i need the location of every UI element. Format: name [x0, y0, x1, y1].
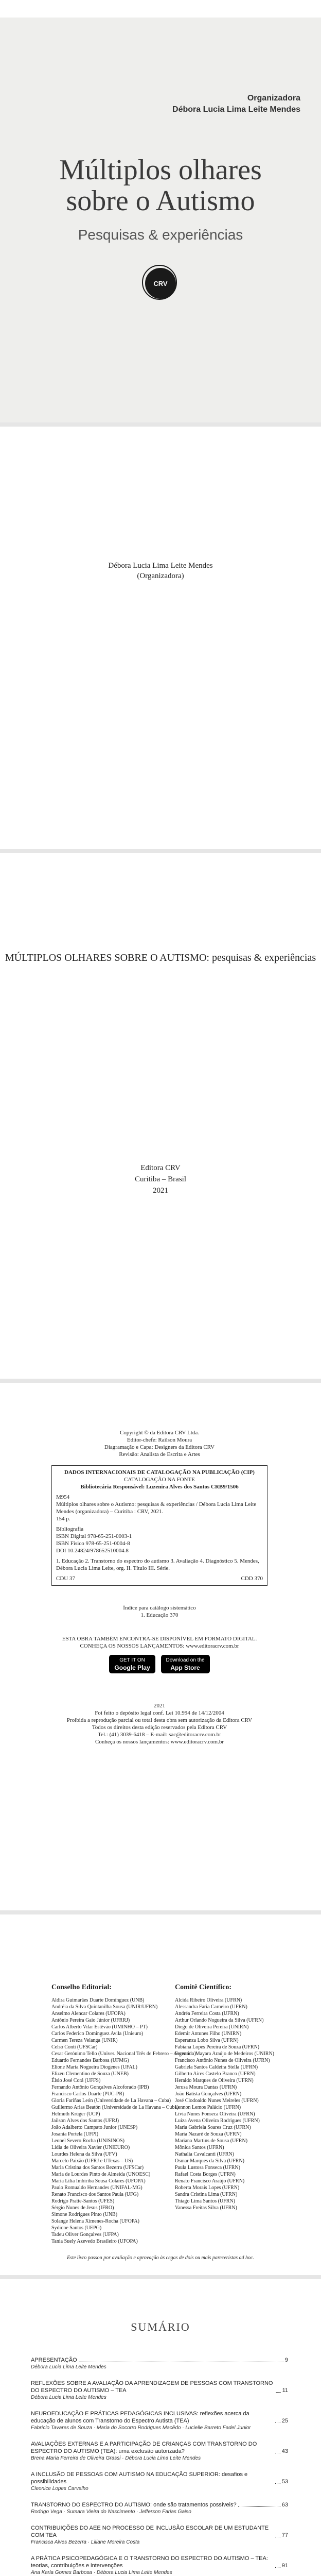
council-member: Esperanza Lobo Silva (UFRN): [175, 2038, 239, 2043]
digital-availability: [62, 1635, 257, 1673]
council-member: Maria Cristina dos Santos Bezerra (UFSCar): [51, 2165, 144, 2171]
organizer-name: Débora Lucia Lima Leite Mendes: [172, 105, 300, 114]
author-role: (Organizadora): [137, 572, 184, 580]
toc-line: [31, 2555, 288, 2569]
council-member: Antônio Pereira Gaio Júnior (UFRRJ): [51, 2018, 130, 2023]
council-member: Eduardo Fernandes Barbosa (UFMG): [51, 2058, 129, 2063]
council-member: Vanessa Freitas Silva (UFRN): [175, 2205, 237, 2211]
council-member: Renato Francisco Araújo (UFRN): [175, 2178, 245, 2184]
rights-year: 2021: [154, 1703, 165, 1709]
toc-line: [31, 2441, 288, 2455]
council-member: Josania Portela (UFPI): [51, 2131, 99, 2137]
publication-year: 2021: [153, 1187, 168, 1195]
council-member: João Adalberto Campato Junior (UNESP): [51, 2125, 138, 2130]
cip-subtitle: CATALOGAÇÃO NA FONTE: [124, 1477, 195, 1483]
page-divider: [0, 1379, 321, 1383]
toc-entry[interactable]: [31, 2357, 288, 2370]
council-member: Elione Maria Nogueira Diogenes (UFAL): [51, 2064, 137, 2070]
council-member: Andréa Ferreira Costa (UFRN): [175, 2011, 239, 2016]
peer-review-note: Este livro passou por avaliação e aprovação às cegas de dois ou mais pareceristas ad hoc.: [67, 2255, 254, 2261]
toc-page-number: 43: [281, 2448, 288, 2454]
copyright-credits: [62, 1429, 257, 1458]
council-member: Maria de Lourdes Pinto de Almeida (UNOESC): [51, 2172, 151, 2177]
page-divider: [0, 849, 321, 853]
toc-page-number: 53: [281, 2479, 288, 2485]
available-text: ESTA OBRA TAMBÉM ENCONTRA-SE DISPONÍVEL EM FORMATO DIGITAL.: [62, 1636, 257, 1642]
toc-title: APRESENTAÇÃO: [31, 2357, 77, 2363]
council-member: Rodrigo Pratte-Santos (UFES): [51, 2198, 115, 2204]
council-member: Aldira Guimarães Duarte Domínguez (UNB): [51, 1997, 145, 2003]
toc-leader-dots: [275, 2422, 280, 2423]
council-member: Paulo Romualdo Hernandes (UNIFAL-MG): [51, 2185, 142, 2191]
page-divider: [0, 2275, 321, 2279]
toc-page-number: 77: [281, 2532, 288, 2538]
council-member: Paula Lustosa Fonseca (UFRN): [175, 2165, 240, 2171]
toc-entry[interactable]: [31, 2441, 288, 2462]
toc-leader-dots: [275, 2483, 280, 2484]
council-member: Jerusa Moura Dantas (UFRN): [175, 2084, 237, 2090]
council-member: Carlos Alberto Vilar Estêvão (UMINHO – PT): [51, 2024, 148, 2030]
toc-authors: Francisca Alves Bezerra · Liliane Moreira Costa: [31, 2539, 140, 2545]
title-page-title: MÚLTIPLOS OLHARES SOBRE O AUTISMO: pesquisas & experiências: [5, 952, 316, 963]
toc-page-number: 91: [281, 2563, 288, 2569]
rights-line: Conheça os nossos lançamentos: www.editoracrv.com.br: [95, 1739, 224, 1745]
badge-big-text: Google Play: [114, 1664, 150, 1671]
book-subtitle: Pesquisas & experiências: [78, 227, 243, 243]
summary-page-1: [0, 2279, 321, 2576]
index-title: Índice para catálogo sistemático: [123, 1605, 196, 1611]
cip-box: [51, 1465, 268, 1586]
council-member: Lívia Nunes Fonseca Oliveira (UFRN): [175, 2111, 255, 2117]
council-member: Tania Suely Azevedo Brasileiro (UFOPA): [51, 2239, 138, 2244]
council-member: Gloria Fariñas León (Universidade de La Havana – Cuba): [51, 2098, 171, 2104]
book-title-line1: Múltiplos olhares: [59, 154, 262, 186]
council-member: Andréia da Silva Quintanilha Sousa (UNIR/UFRN): [51, 2004, 158, 2010]
cover-top-bar: [0, 0, 321, 18]
scientific-committee-title: Comitê Científico:: [175, 1984, 232, 1991]
toc-line: [31, 2501, 288, 2509]
half-title-page: [0, 427, 321, 849]
google-play-badge[interactable]: [109, 1655, 155, 1673]
summary-title: SUMÁRIO: [131, 2320, 190, 2333]
editorial-council-page: [0, 1914, 321, 2275]
toc-page-number: 63: [281, 2502, 288, 2508]
council-member: Simone Rodrigues Pinto (UNB): [51, 2212, 118, 2217]
council-member: Carmen Tereza Velanga (UNIR): [51, 2038, 118, 2043]
publisher-name: Editora CRV: [140, 1164, 181, 1172]
cdd: CDD 370: [241, 1575, 263, 1582]
toc-line: [31, 2524, 288, 2539]
council-member: Lennon Lemos Palácio (UFRN): [175, 2105, 241, 2110]
toc-authors: Débora Lucia Lima Leite Mendes: [31, 2364, 106, 2370]
toc-entry[interactable]: [31, 2471, 288, 2492]
toc-entry[interactable]: [31, 2380, 288, 2401]
council-member: Tadeu Oliver Gonçalves (UFPA): [51, 2232, 119, 2238]
cip-title: DADOS INTERNACIONAIS DE CATALOGAÇÃO NA PUBLICAÇÃO (CIP): [64, 1469, 255, 1476]
book-title: [0, 155, 321, 216]
council-member: Sandra Cristina Lima (UFRN): [175, 2192, 238, 2197]
cdu: CDU 37: [56, 1575, 75, 1582]
council-member: Alcida Ribeiro Oliveira (UFRN): [175, 1997, 242, 2003]
toc-page-number: 11: [282, 2387, 288, 2394]
page-divider: [0, 1910, 321, 1914]
council-member: Jailson Alves dos Santos (UFRJ): [51, 2118, 119, 2124]
rights-line: Proibida a reprodução parcial ou total desta obra sem autorização da Editora CRV: [66, 1717, 253, 1723]
council-member: Élsio José Corá (UFFS): [51, 2078, 101, 2083]
council-member: Cesar Gerónimo Tello (Univer. Nacional Três de Febrero – Argentina): [51, 2051, 196, 2057]
council-member: Guillermo Arias Beatón (Universidade de La Havana – Cuba): [51, 2105, 179, 2110]
available-text-2: CONHEÇA OS NOSSOS LANÇAMENTOS: www.editoracrv.com.br: [80, 1643, 239, 1649]
book-cover: [0, 0, 321, 422]
toc-authors: Fabrício Tavares de Souza · Maria do Socorro Rodrigues Macêdo · Lucielle Barreto Fadel Junior: [31, 2425, 251, 2431]
catalog-index: [62, 1604, 257, 1619]
council-member: Celso Conti (UFSCar): [51, 2044, 98, 2050]
rights-line: Todos os direitos desta edição reservados pela Editora CRV: [92, 1724, 227, 1731]
council-member: Roberta Morais Lopes (UFRN): [175, 2185, 240, 2191]
badge-small-text: Download on the: [166, 1657, 205, 1663]
badge-big-text: App Store: [170, 1664, 200, 1671]
store-badges: [62, 1655, 257, 1673]
toc-page-number: 9: [284, 2357, 288, 2363]
council-member: Gabriela Santos Caldeira Stella (UFRN): [175, 2064, 258, 2070]
toc-title: A PRÁTICA PSICOPEDAGÓGICA E O TRANSTORNO DO ESPECTRO DO AUTISMO – TEA: teorias, contribuições e intervenções: [31, 2555, 268, 2569]
cip-pages: 154 p.: [56, 1516, 70, 1522]
classification-row: [56, 1575, 263, 1582]
council-member: Anselmo Alencar Colares (UFOPA): [51, 2011, 126, 2016]
doi: DOI 10.24824/978652510004.8: [56, 1548, 129, 1554]
toc-authors: Brena Maria Ferreira de Oliveira Grassi · Débora Lucia Lima Leite Mendes: [31, 2455, 201, 2461]
toc-leader-dots: [238, 2506, 280, 2507]
council-member: Arthur Orlando Nogueira da Silva (UFRN): [175, 2018, 264, 2023]
isbn-physical: ISBN Físico 978-65-251-0004-8: [56, 1540, 130, 1547]
cip-librarian: Bibliotecária Responsável: Luzenira Alves dos Santos CRB9/1506: [80, 1484, 239, 1490]
editorial-council-title: Conselho Editorial:: [51, 1984, 112, 1991]
rights-line: Tel.: (41) 3039-6418 – E-mail: sac@editoracrv.com.br: [98, 1732, 221, 1738]
council-member: Lourdes Helena da Silva (UFV): [51, 2151, 117, 2157]
toc-title: AVALIAÇÕES EXTERNAS E A PARTICIPAÇÃO DE CRIANÇAS COM TRANSTORNO DO ESPECTRO DO AUTISMO (TEA): uma exclusão autorizada?: [31, 2441, 257, 2454]
rights-notice: [62, 1702, 257, 1745]
toc-title: TRANSTORNO DO ESPECTRO DO AUTISMO: onde são tratamentos possíveis?: [31, 2502, 237, 2508]
review-line: Revisão: Analista de Escrita e Artes: [119, 1451, 200, 1458]
page-divider: [0, 422, 321, 427]
toc-authors: Débora Lucia Lima Leite Mendes: [31, 2395, 106, 2400]
design-line: Diagramação e Capa: Designers da Editora CRV: [104, 1444, 215, 1450]
council-member: Diego de Oliveira Pereira (UNIRN): [175, 2024, 249, 2030]
toc-leader-dots: [275, 2567, 280, 2568]
cip-biblio: Bibliografia: [56, 1526, 84, 1532]
council-member: Gilberto Aires Castelo Branco (UFRN): [175, 2071, 256, 2077]
scientific-committee-list: [175, 1997, 283, 2211]
council-member: Maria Gabriela Soares Cruz (UFRN): [175, 2125, 251, 2130]
toc-entry[interactable]: [31, 2524, 288, 2546]
council-member: Fernando Antônio Gonçalves Alcoforado (IPB): [51, 2084, 149, 2090]
council-member: Maria Lília Imbiriba Sousa Colares (UFOPA): [51, 2178, 146, 2184]
table-of-contents: [31, 2357, 288, 2576]
publisher-city: Curitiba – Brasil: [135, 1175, 186, 1183]
toc-line: [31, 2380, 288, 2394]
cip-subjects: 1. Educação 2. Transtorno do espectro do autismo 3. Avaliação 4. Diagnóstico 5. Mendes, Débora Lucia Lima Leite, org. II. Título III. Série.: [56, 1558, 259, 1571]
council-member: Mônica Santos (UFRN): [175, 2145, 224, 2150]
toc-title: A INCLUSÃO DE PESSOAS COM AUTISMO NA EDUCAÇÃO SUPERIOR: desafios e possibilidades: [31, 2471, 248, 2485]
toc-page-number: 25: [281, 2418, 288, 2424]
toc-line: [31, 2357, 288, 2364]
council-member: Edemir Antunes Filho (UNIRN): [175, 2031, 242, 2037]
app-store-badge[interactable]: [161, 1655, 210, 1673]
council-member: Maria Nazaré de Souza (UFRN): [175, 2131, 242, 2137]
council-member: Sydione Santos (UEPG): [51, 2225, 102, 2231]
editor-line: Editor-chefe: Railson Moura: [127, 1437, 192, 1443]
council-member: Rafael Costa Borges (UFRN): [175, 2172, 236, 2177]
half-title-author: [0, 561, 321, 581]
copyright-page: [0, 1383, 321, 1910]
editorial-council-list: [51, 1997, 196, 2245]
toc-entry[interactable]: [31, 2555, 288, 2576]
council-member: Fabiana Lopes Pereira de Souza (UFRN): [175, 2044, 260, 2050]
badge-small-text: GET IT ON: [119, 1657, 145, 1663]
toc-line: [31, 2471, 288, 2485]
council-member: Francisco Antônio Nunes de Oliveira (UFRN): [175, 2058, 270, 2063]
council-member: Alessandra Faria Carneiro (UFRN): [175, 2004, 247, 2010]
council-member: Leonel Severo Rocha (UNISINOS): [51, 2138, 124, 2144]
toc-authors: Cleonice Lopes Carvalho: [31, 2486, 88, 2492]
toc-title: CONTRIBUIÇÕES DO AEE NO PROCESSO DE INCLUSÃO ESCOLAR DE UM ESTUDANTE COM TEA: [31, 2525, 269, 2538]
council-member: Francisco Carlos Duarte (PUC-PR): [51, 2091, 124, 2097]
toc-authors: Ana Karla Gomes Barbosa · Débora Lucia Lima Leite Mendes: [31, 2570, 172, 2575]
title-page-imprint: [0, 1162, 321, 1196]
council-member: Fernanda Mayara Araújo de Medeiros (UNIRN): [175, 2051, 274, 2057]
toc-title: NEUROEDUCAÇÃO E PRÁTICAS PEDAGÓGICAS INCLUSIVAS: reflexões acerca da educação de alunos com Transtorno do Espectro Autista (TEA): [31, 2411, 249, 2424]
council-member: Mariana Martins de Sousa (UFRN): [175, 2138, 248, 2144]
council-member: Thiago Lima Santos (UFRN): [175, 2198, 235, 2204]
index-item: 1. Educação 370: [140, 1612, 179, 1618]
toc-entry[interactable]: [31, 2501, 288, 2515]
isbn-digital: ISBN Digital 978-65-251-0003-1: [56, 1533, 132, 1539]
organizer-label: Organizadora: [247, 94, 300, 103]
cip-body: Múltiplos olhares sobre o Autismo: pesquisas & experiências / Débora Lucia Lima Leite Mendes (organizadora) – Curitiba : CRV, 2021.: [56, 1501, 257, 1515]
council-member: Renato Francisco dos Santos Paula (UFG): [51, 2192, 139, 2197]
council-member: José Clodoaldo Nunes Meireles (UFRN): [175, 2098, 259, 2104]
author-name: Débora Lucia Lima Leite Mendes: [108, 562, 213, 570]
council-member: Carlos Federico Dominguez Avila (Unieuro): [51, 2031, 144, 2037]
council-member: Nathalia Cavalcanti (UFRN): [175, 2151, 234, 2157]
council-member: Sérgio Nunes de Jesus (IFRO): [51, 2205, 114, 2211]
council-member: João Batista Gonçalves (UFRN): [175, 2091, 242, 2097]
copyright-line: Copyright © da Editora CRV Ltda.: [120, 1430, 199, 1436]
council-member: Heraldo Marques de Oliveira (UFRN): [175, 2078, 254, 2083]
book-title-line2: sobre o Autismo: [66, 185, 255, 217]
rights-line: Foi feito o depósito legal conf. Lei 10.994 de 14/12/2004: [95, 1710, 224, 1716]
title-page: [0, 853, 321, 1379]
council-member: Helmuth Krüger (UCP): [51, 2111, 100, 2117]
toc-authors: Rodrigo Vega · Sumara Vieira do Nascimento · Jefferson Farias Gaiso: [31, 2509, 191, 2515]
toc-entry[interactable]: [31, 2410, 288, 2431]
cip-code: M954: [56, 1494, 70, 1500]
toc-leader-dots: [276, 2392, 281, 2393]
council-member: Luiza Avena Oliveira Rodrigues (UFRN): [175, 2118, 260, 2124]
toc-line: [31, 2410, 288, 2425]
council-member: Lídia de Oliveira Xavier (UNIEURO): [51, 2145, 130, 2150]
publisher-logo: CRV: [145, 268, 176, 299]
council-member: Solange Helena Ximenes-Rocha (UFOPA): [51, 2218, 139, 2224]
toc-title: REFLEXÕES SOBRE A AVALIAÇÃO DA APRENDIZAGEM DE PESSOAS COM TRANSTORNO DO ESPECTRO DO AUTISMO – TEA: [31, 2380, 273, 2394]
council-member: Elizeu Clementino de Souza (UNEB): [51, 2071, 129, 2077]
council-member: Marcelo Paixão (UFRJ e UTexas – US): [51, 2158, 133, 2164]
council-member: Osmar Marques da Silva (UFRN): [175, 2158, 244, 2164]
